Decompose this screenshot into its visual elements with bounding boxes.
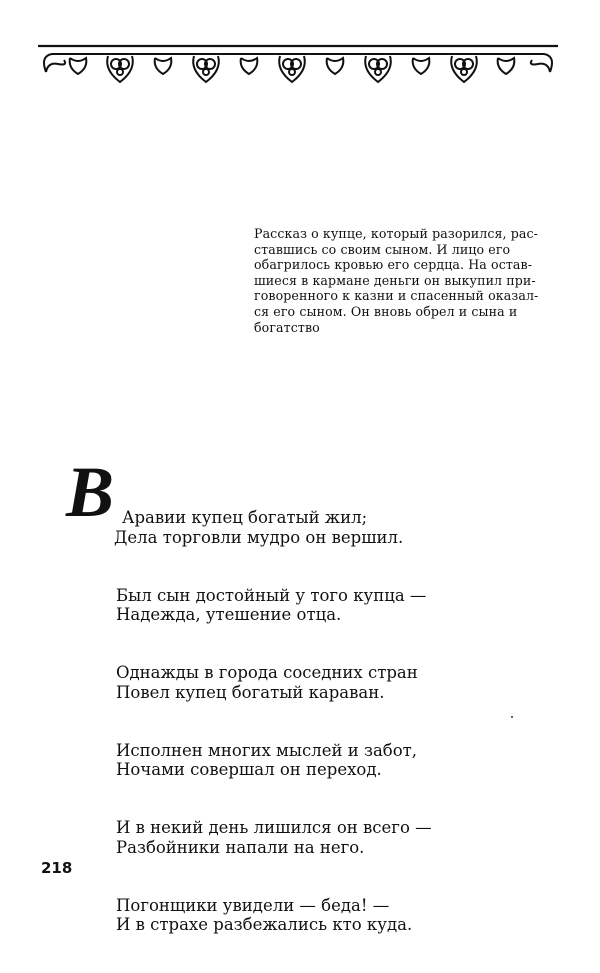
verse-line: И в некий день лишился он всего — xyxy=(116,818,432,837)
heart-motif xyxy=(413,58,430,74)
knot-loop xyxy=(461,69,467,75)
knot-loop xyxy=(375,69,381,75)
stanza xyxy=(116,741,432,780)
ornament-scroll-left xyxy=(46,60,65,72)
stanza xyxy=(116,818,432,857)
knot-loop xyxy=(117,69,123,75)
summary-line: говоренного к казни и спасенный оказал- xyxy=(254,288,539,304)
heart-motif xyxy=(241,58,258,74)
verse-line: Разбойники напали на него. xyxy=(116,837,365,857)
heart-motif xyxy=(498,58,515,74)
summary-line: ставшись со своим сыном. И лицо его xyxy=(254,241,511,257)
summary-line: шиеся в кармане деньги он выкупил при- xyxy=(254,272,536,288)
stanza xyxy=(116,586,432,625)
verse-line: И в страхе разбежались кто куда. xyxy=(116,915,413,934)
verse-line: Ночами совершал он переход. xyxy=(116,760,382,779)
summary-line: богатство xyxy=(254,319,320,335)
stanza xyxy=(116,508,432,547)
verse-line: Надежда, утешение отца. xyxy=(116,605,342,624)
heart-motif xyxy=(155,58,172,74)
heart-motif xyxy=(70,58,87,74)
summary-line: Рассказ о купце, который разорился, рас- xyxy=(254,226,539,241)
summary-line: ся его сыном. Он вновь обрел и сына и xyxy=(254,303,518,319)
verse-line: Аравии купец богатый жил; xyxy=(122,508,368,527)
knot-loop xyxy=(289,69,295,75)
heart-motif xyxy=(327,58,344,74)
decorative-ornament-border xyxy=(38,42,558,92)
verse-line: Исполнен многих мыслей и забот, xyxy=(116,740,418,760)
summary-line: обагрилось кровью его сердца. На остав- xyxy=(254,257,533,273)
stanza xyxy=(116,896,432,935)
verse-line: Был сын достойный у того купца — xyxy=(116,585,427,605)
page-number: 218 xyxy=(41,859,73,877)
verse-line: Однажды в города соседних стран xyxy=(116,663,418,682)
drop-cap: В xyxy=(66,452,115,532)
verse-line: Погонщики увидели — беда! — xyxy=(116,895,390,915)
ornament-scroll-right xyxy=(531,60,550,72)
poem-text xyxy=(116,508,432,973)
print-speck xyxy=(511,716,513,718)
knot-loop xyxy=(203,69,209,75)
stanza xyxy=(116,663,432,702)
verse-line: Повел купец богатый караван. xyxy=(116,682,385,702)
chapter-summary xyxy=(254,226,556,335)
verse-line: Дела торговли мудро он вершил. xyxy=(114,527,404,547)
